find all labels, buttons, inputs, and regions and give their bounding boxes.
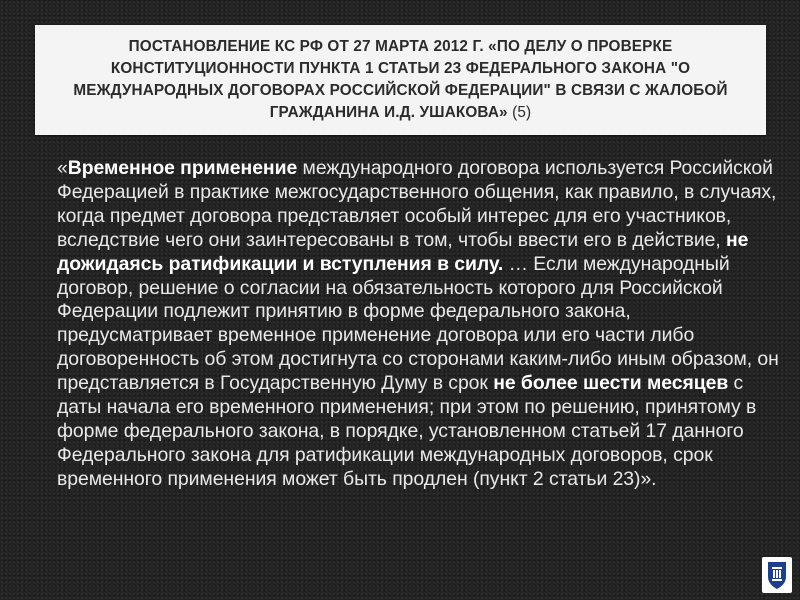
slide-title: [45, 36, 756, 124]
quote-paragraph: [57, 157, 779, 492]
title-box: [35, 25, 766, 135]
quote-bold-1: Временное применение: [67, 157, 298, 179]
quote-segment-1: «: [57, 157, 68, 179]
university-crest-icon: [762, 557, 792, 593]
quote-bold-2: не дожидаясь ратификации и вступления в силу.: [57, 228, 749, 275]
crest-graphic: [765, 560, 789, 590]
slide-title-main: ПОСТАНОВЛЕНИЕ КС РФ ОТ 27 МАРТА 2012 Г. «ПО ДЕЛУ О ПРОВЕРКЕ КОНСТИТУЦИОННОСТИ ПУНКТА 1 СТАТЬИ 23 ФЕДЕРАЛЬНОГО ЗАКОНА "О МЕЖДУНАРОДНЫХ ДОГОВОРАХ РОССИЙСКОЙ ФЕДЕРАЦИИ" В СВЯЗИ С ЖАЛОБОЙ ГРАЖДАНИНА И.Д. УШАКОВА»: [73, 38, 728, 121]
quote-bold-3: не более шести месяцев: [493, 372, 729, 395]
quote-segment-4: с даты начала его временного применения; при этом по решению, принятому в форме федерального закона, в порядке, установленном статьей 17 данного Федерального закона для ратификации международных договоров, срок временного применения может быть продлен (пункт 2 статьи 23)».: [57, 372, 757, 490]
quote-segment-2: международного договора используется Российской Федерацией в практике межгосударственного общения, как правило, в случаях, когда предмет договора представляет особый интерес для его участников, вследствие чего они заинтересованы в том, чтобы ввести его в действие,: [57, 157, 777, 251]
quote-segment-3: … Если международный договор, решение о согласии на обязательность которого для Российской Федерации подлежит принятию в форме федерального закона, предусматривает временное применение договора или его части либо договоренность об этом достигнута со сторонами каким-либо иным образом, он представляется в Государственную Думу в срок: [57, 252, 779, 395]
slide-title-number: (5): [507, 104, 532, 121]
